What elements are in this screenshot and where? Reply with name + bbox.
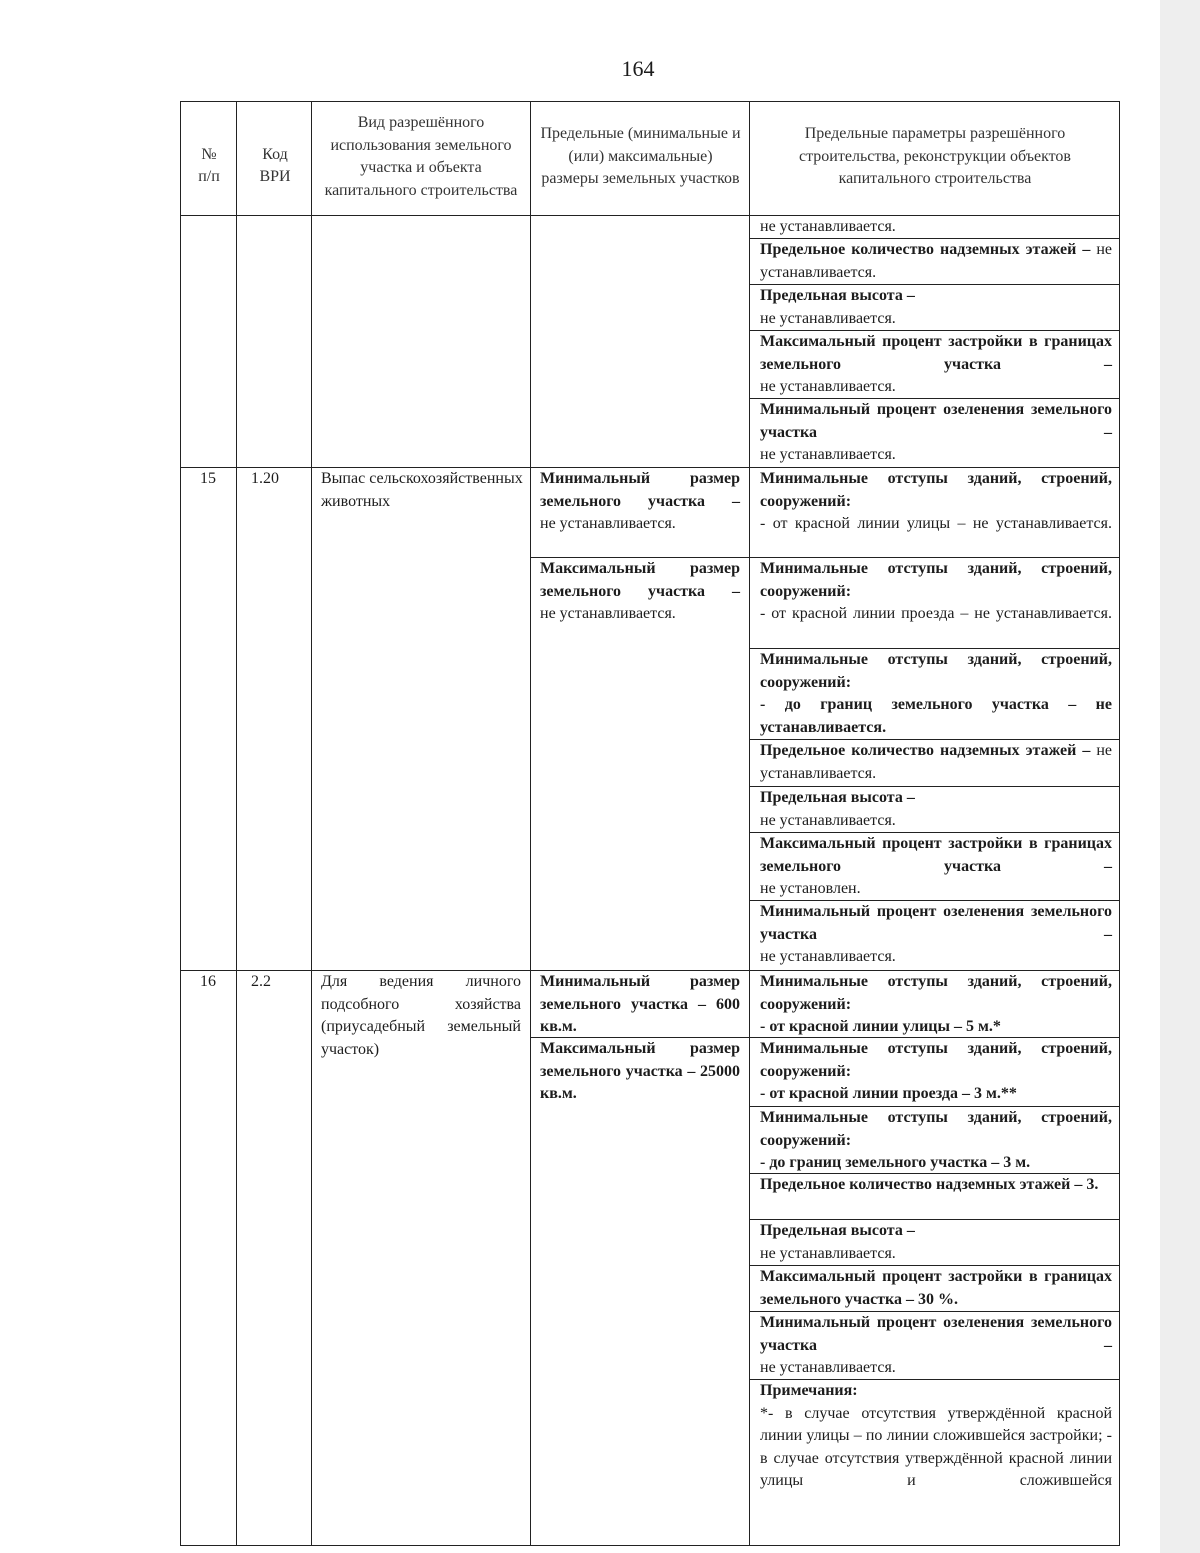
row-15-num: 15	[200, 470, 216, 487]
cont-param-3: Предельная высота – не устанавливается.	[760, 287, 915, 327]
cont-param-5: Минимальный процент озеленения земельного участка – не устанавливается.	[760, 401, 1112, 463]
header-num: № п/п	[198, 145, 220, 185]
row-15-param-1: Минимальные отступы зданий, строений, сооружений: - от красной линии улицы – не устанавливается.	[760, 470, 1112, 532]
cont-param-4: Максимальный процент застройки в границах земельного участка – не устанавливается.	[760, 333, 1112, 395]
row-15-size-max: Максимальный размер земельного участка – не устанавливается.	[540, 560, 740, 622]
row-15-param-2: Минимальные отступы зданий, строений, сооружений: - от красной линии проезда – не устанавливается.	[760, 560, 1112, 622]
row-16-use: Для ведения личного подсобного хозяйства (приусадебный земельный участок)	[321, 973, 521, 1058]
page-number: 164	[621, 56, 655, 81]
row-15-size-min: Минимальный размер земельного участка – не устанавливается.	[540, 470, 740, 532]
row-16-param-4: Предельное количество надземных этажей – 3.	[760, 1176, 1099, 1193]
header-use: Вид разрешённого использования земельного участка и объекта капитального строительства	[324, 114, 518, 199]
row-15-param-6: Максимальный процент застройки в границах земельного участка – не установлен.	[760, 835, 1112, 897]
row-15-param-7: Минимальный процент озеленения земельного участка – не устанавливается.	[760, 903, 1112, 965]
header-code: Код ВРИ	[259, 145, 291, 185]
row-16-code: 2.2	[251, 973, 271, 990]
row-16-param-5: Предельная высота – не устанавливается.	[760, 1222, 915, 1262]
row-15-param-5: Предельная высота – не устанавливается.	[760, 789, 915, 829]
page-edge	[1160, 0, 1200, 1553]
row-16-param-1: Минимальные отступы зданий, строений, сооружений: - от красной линии улицы – 5 м.*	[760, 973, 1112, 1035]
row-16-param-2: Минимальные отступы зданий, строений, сооружений: - от красной линии проезда – 3 м.**	[760, 1040, 1112, 1102]
row-15-code: 1.20	[251, 470, 279, 487]
row-15-param-4: Предельное количество надземных этажей – не устанавливается.	[760, 742, 1112, 782]
header-size: Предельные (минимальные и (или) максимальные) размеры земельных участков	[540, 125, 741, 188]
row-16-size-max: Максимальный размер земельного участка – 25000 кв.м.	[540, 1040, 740, 1102]
row-16-param-7: Минимальный процент озеленения земельного участка – не устанавливается.	[760, 1314, 1112, 1376]
row-16-param-3: Минимальные отступы зданий, строений, сооружений: - до границ земельного участка – 3 м.	[760, 1109, 1112, 1171]
zoning-table	[180, 101, 1120, 1546]
row-15-param-3: Минимальные отступы зданий, строений, сооружений: - до границ земельного участка – не устанавливается.	[760, 651, 1112, 736]
cont-param-1: не устанавливается.	[760, 218, 896, 235]
row-16-size-min: Минимальный размер земельного участка – 600 кв.м.	[540, 973, 740, 1035]
row-16-num: 16	[200, 973, 216, 990]
row-16-notes: Примечания: *- в случае отсутствия утверждённой красной линии улицы – по линии сложившейся застройки; - в случае отсутствия утверждённой красной линии улицы и сложившейся	[760, 1382, 1112, 1489]
row-15-use: Выпас сельскохозяйственных животных	[321, 470, 523, 510]
row-16-param-6: Максимальный процент застройки в границах земельного участка – 30 %.	[760, 1268, 1112, 1308]
header-params: Предельные параметры разрешённого строительства, реконструкции объектов капитального строительства	[799, 125, 1071, 188]
cont-param-2: Предельное количество надземных этажей – не устанавливается.	[760, 241, 1112, 281]
